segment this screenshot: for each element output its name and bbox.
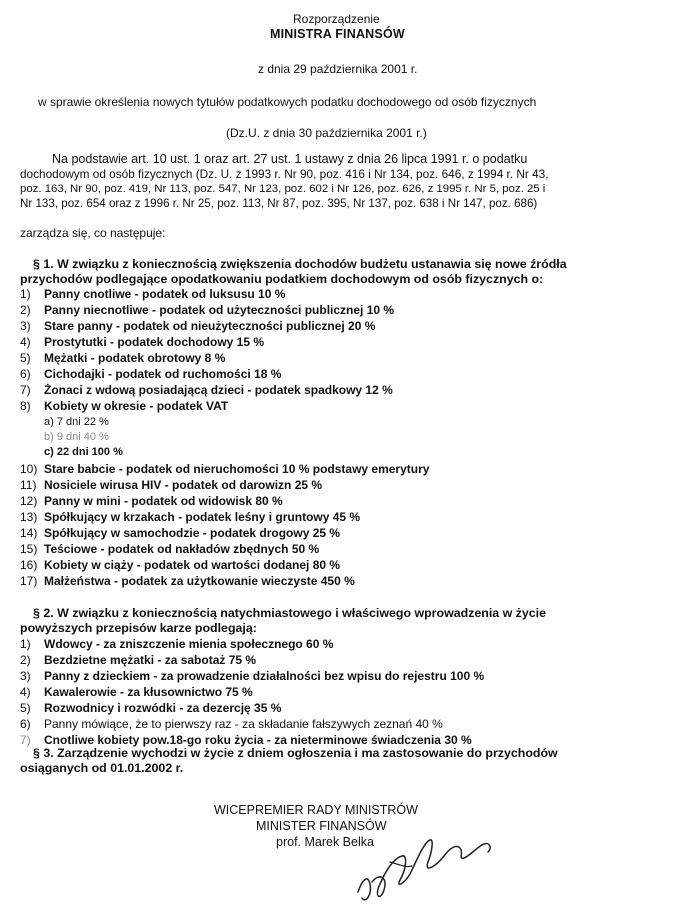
doc-type: Rozporządzenie [293, 12, 380, 26]
list-item [20, 733, 472, 747]
item-text: Kobiety w okresie - podatek VAT [44, 399, 229, 413]
list-item [20, 383, 393, 397]
item-number: 13) [20, 510, 38, 524]
item-number: 1) [20, 637, 31, 651]
list-item [20, 351, 225, 365]
preamble-line-4: Nr 133, poz. 654 oraz z 1996 r. Nr 25, poz. 113, Nr 87, poz. 395, Nr 137, poz. 638 i Nr 147, poz. 686) [20, 197, 538, 210]
signatory-title-2: MINISTER FINANSÓW [256, 819, 387, 833]
preamble-line-3: poz. 163, Nr 90, poz. 419, Nr 113, poz. 547, Nr 123, poz. 602 i Nr 126, poz. 626, z 1995 r. Nr 5, poz. 25 i [20, 183, 546, 195]
sub-item-text: a) 7 dni 22 % [44, 416, 109, 428]
item-text: Kawalerowie - za kłusownictwo 75 % [44, 685, 253, 699]
item-number: 7) [20, 733, 31, 747]
sub-item-text: c) 22 dni 100 % [44, 446, 123, 458]
item-number: 11) [20, 478, 37, 492]
item-text: Panny niecnotliwe - podatek od użyteczności publicznej 10 % [44, 303, 395, 317]
item-number: 16) [20, 558, 38, 572]
section2-intro-2: powyższych przepisów karze podlegają: [20, 621, 257, 635]
issuer: MINISTRA FINANSÓW [270, 27, 405, 41]
item-text: Panny z dzieckiem - za prowadzenie działalności bez wpisu do rejestru 100 % [44, 669, 485, 683]
item-text: Prostytutki - podatek dochodowy 15 % [44, 335, 265, 349]
section3-line-2: osiąganych od 01.01.2002 r. [20, 761, 184, 775]
section1-intro-1: § 1. W związku z koniecznością zwiększenia dochodów budżetu ustanawia się nowe źródła [33, 257, 567, 271]
item-number: 15) [20, 542, 38, 556]
item-text: Panny cnotliwe - podatek od luksusu 10 % [44, 287, 286, 301]
subject-line: w sprawie określenia nowych tytułów podatkowych podatku dochodowego od osób fizycznych [38, 95, 537, 109]
list-item [20, 303, 394, 317]
item-text: Małżeństwa - podatek za użytkowanie wieczyste 450 % [44, 574, 355, 588]
item-text: Kobiety w ciąży - podatek od wartości dodanej 80 % [44, 558, 341, 572]
sub-item [44, 416, 109, 428]
item-text: Stare babcie - podatek od nieruchomości 10 % podstawy emerytury [44, 462, 430, 476]
item-number: 2) [20, 653, 31, 667]
sub-item [44, 431, 109, 443]
item-text: Mężatki - podatek obrotowy 8 % [44, 351, 226, 365]
list-item [20, 637, 333, 651]
item-number: 4) [20, 685, 31, 699]
list-item [20, 478, 322, 492]
item-number: 2) [20, 303, 31, 317]
item-number: 7) [20, 383, 31, 397]
list-item [20, 510, 360, 524]
section3-line-1: § 3. Zarządzenie wychodzi w życie z dniem ogłoszenia i ma zastosowanie do przychodów [33, 746, 558, 760]
list-item [20, 653, 256, 667]
issue-date: z dnia 29 października 2001 r. [258, 62, 418, 76]
item-number: 10) [20, 462, 38, 476]
item-text: Spółkujący w samochodzie - podatek drogowy 25 % [44, 526, 341, 540]
list-item [20, 367, 281, 381]
item-text: Wdowcy - za zniszczenie mienia społecznego 60 % [44, 637, 334, 651]
journal-ref: (Dz.U. z dnia 30 października 2001 r.) [226, 126, 427, 140]
item-text: Panny w mini - podatek od widowisk 80 % [44, 494, 283, 508]
list-item [20, 399, 228, 413]
list-item [20, 287, 285, 301]
item-text: Cichodajki - podatek od ruchomości 18 % [44, 367, 282, 381]
item-text: Teściowe - podatek od nakładów zbędnych 50 % [44, 542, 320, 556]
preamble-line-1: Na podstawie art. 10 ust. 1 oraz art. 27 ust. 1 ustawy z dnia 26 lipca 1991 r. o podatku [52, 152, 528, 166]
list-item [20, 335, 264, 349]
list-item [20, 574, 355, 588]
item-text: Spółkujący w krzakach - podatek leśny i gruntowy 45 % [44, 510, 361, 524]
item-number: 5) [20, 351, 31, 365]
list-item [20, 494, 283, 508]
list-item [20, 701, 281, 715]
item-number: 3) [20, 319, 31, 333]
list-item [20, 319, 375, 333]
item-number: 3) [20, 669, 31, 683]
item-number: 12) [20, 494, 38, 508]
signatory-name: prof. Marek Belka [276, 835, 374, 849]
sub-item-text: b) 9 dni 40 % [44, 431, 109, 443]
list-item [20, 542, 319, 556]
item-number: 1) [20, 287, 31, 301]
item-number: 14) [20, 526, 38, 540]
item-text: Bezdzietne mężatki - za sabotaż 75 % [44, 653, 257, 667]
item-text: Nosiciele wirusa HIV - podatek od darowizn 25 % [44, 478, 323, 492]
list-item [20, 685, 253, 699]
list-item [20, 526, 340, 540]
sub-item [44, 446, 123, 458]
preamble-line-2: dochodowym od osób fizycznych (Dz. U. z 1993 r. Nr 90, poz. 416 i Nr 134, poz. 646, z 1994 r. Nr 43, [20, 167, 549, 181]
section1-intro-2: przychodów podlegające opodatkowaniu podatkiem dochodowym od osób fizycznych o: [20, 272, 544, 286]
list-item [20, 717, 443, 731]
item-text: Panny mówiące, że to pierwszy raz - za składanie fałszywych zeznań 40 % [44, 717, 443, 731]
item-number: 17) [20, 574, 38, 588]
signatory-title-1: WICEPREMIER RADY MINISTRÓW [214, 803, 418, 817]
item-number: 6) [20, 717, 31, 731]
item-text: Cnotliwe kobiety pow.18-go roku życia - za nieterminowe świadczenia 30 % [44, 733, 472, 747]
section2-intro-1: § 2. W związku z koniecznością natychmiastowego i właściwego wprowadzenia w życie [33, 606, 546, 620]
item-number: 5) [20, 701, 31, 715]
item-number: 6) [20, 367, 31, 381]
item-text: Stare panny - podatek od nieużyteczności publicznej 20 % [44, 319, 376, 333]
item-text: Żonaci z wdową posiadającą dzieci - podatek spadkowy 12 % [44, 383, 393, 397]
item-text: Rozwodnicy i rozwódki - za dezercję 35 % [44, 701, 282, 715]
decree-line: zarządza się, co następuje: [20, 226, 166, 240]
item-number: 4) [20, 335, 31, 349]
handwritten-signature [350, 822, 500, 907]
list-item [20, 669, 484, 683]
list-item [20, 558, 340, 572]
item-number: 8) [20, 399, 31, 413]
list-item [20, 462, 429, 476]
